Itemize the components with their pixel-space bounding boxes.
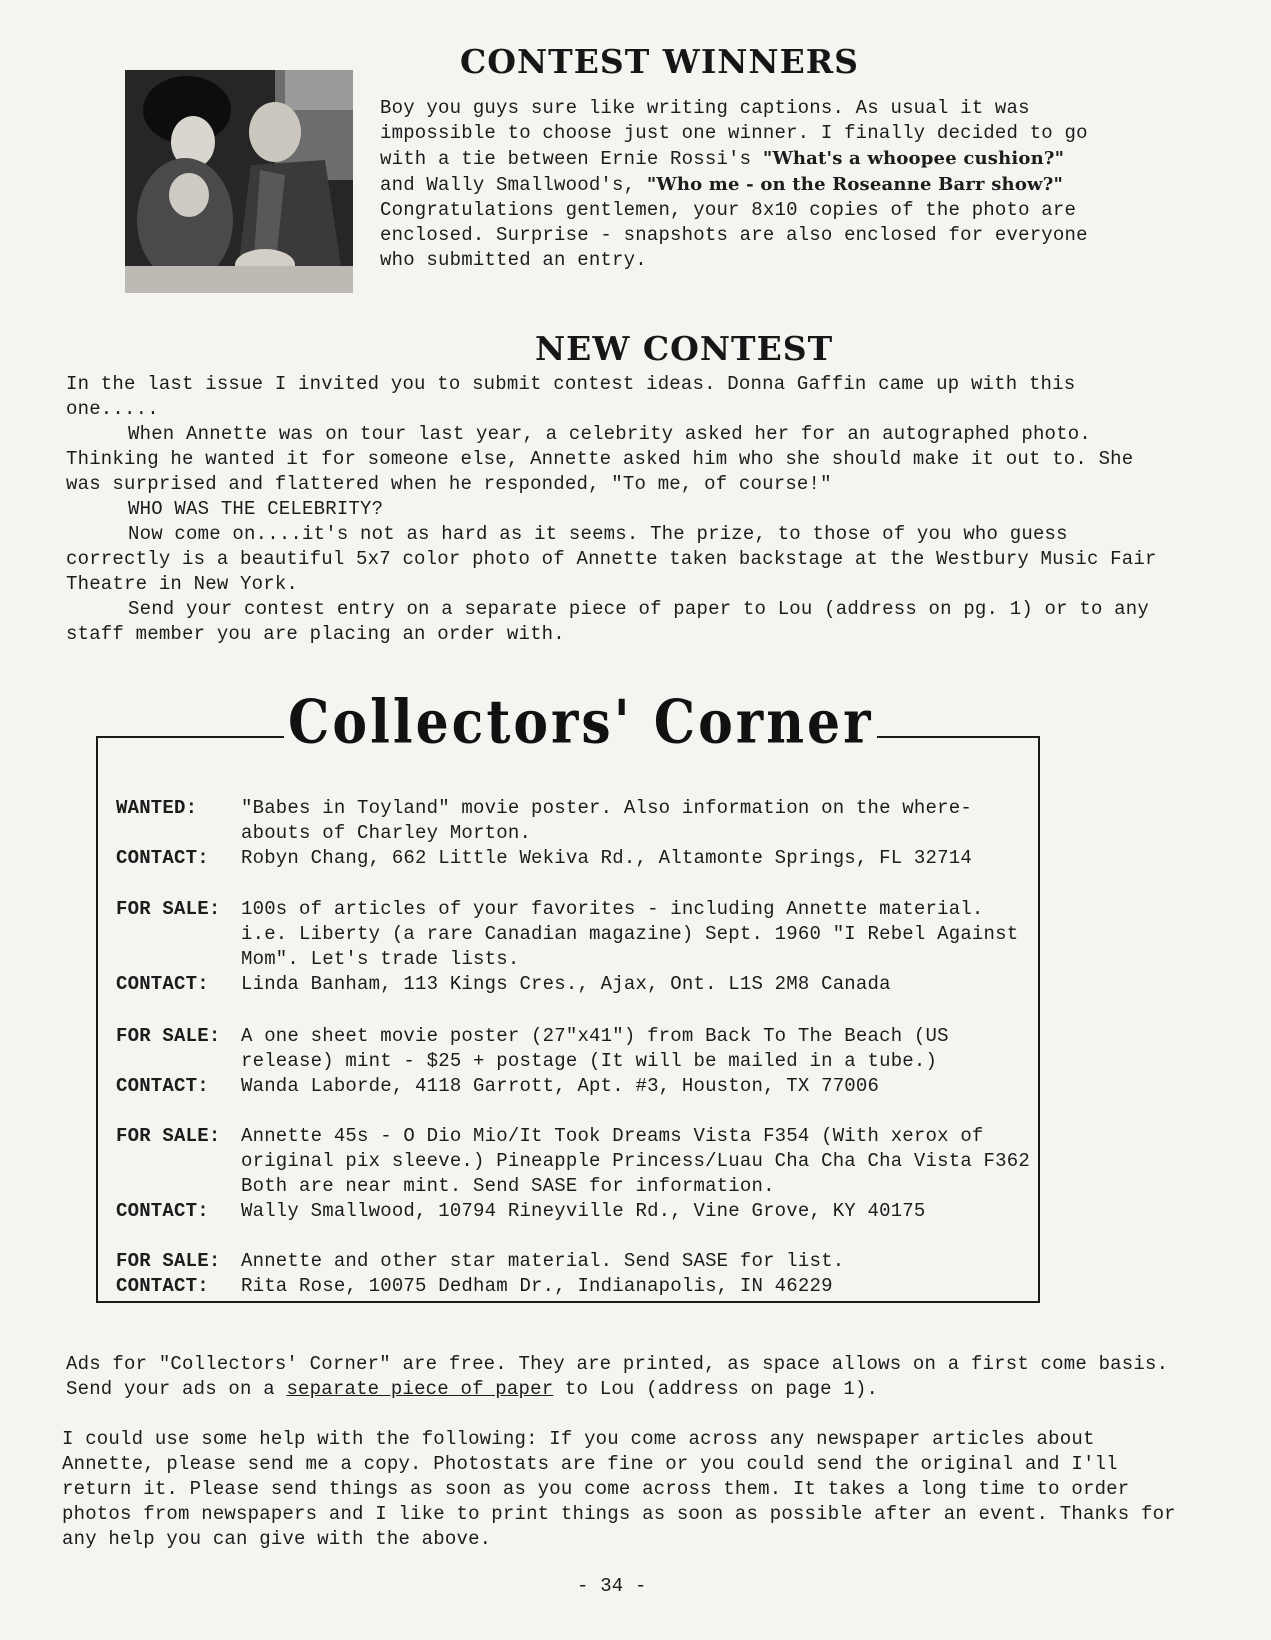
ad-entry bbox=[116, 897, 1036, 997]
ad-label: FOR SALE: bbox=[116, 1250, 221, 1272]
winner-quote-1: "What's a whoopee cushion?" bbox=[762, 148, 1065, 169]
ad-text: "Babes in Toyland" movie poster. Also information on the where-abouts of Charley Morton. bbox=[241, 797, 972, 844]
ad-contact-label: CONTACT: bbox=[116, 847, 209, 869]
ad-contact: Rita Rose, 10075 Dedham Dr., Indianapolis, IN 46229 bbox=[241, 1275, 833, 1297]
winners-congrats: Congratulations gentlemen, your 8x10 copies of the photo are enclosed. Surprise - snapshots are also enclosed for everyone who submitted an entry. bbox=[380, 199, 1088, 271]
new-contest-heading: NEW CONTEST bbox=[535, 329, 834, 368]
contest-winners-text bbox=[380, 96, 1110, 273]
new-contest-text bbox=[66, 372, 1176, 647]
ad-contact: Wally Smallwood, 10794 Rineyville Rd., Vine Grove, KY 40175 bbox=[241, 1200, 926, 1222]
ad-text: Annette 45s - O Dio Mio/It Took Dreams Vista F354 (With xerox of original pix sleeve.) Pineapple Princess/Luau Cha Cha Cha Vista F362 Both are near mint. Send SASE for information. bbox=[241, 1125, 1030, 1197]
ad-text: A one sheet movie poster (27"x41") from Back To The Beach (US release) mint - $25 + postage (It will be mailed in a tube.) bbox=[241, 1025, 949, 1072]
ads-note-text-end: to Lou (address on page 1). bbox=[564, 1378, 879, 1400]
collectors-corner-title: Collectors' Corner bbox=[284, 687, 877, 757]
ad-label: FOR SALE: bbox=[116, 1025, 221, 1047]
winner-quote-2: "Who me - on the Roseanne Barr show?" bbox=[646, 174, 1064, 195]
collectors-corner-note bbox=[66, 1352, 1186, 1402]
ad-contact-label: CONTACT: bbox=[116, 973, 209, 995]
ad-entry bbox=[116, 1124, 1036, 1224]
page-number: - 34 - bbox=[577, 1575, 647, 1597]
ad-text: 100s of articles of your favorites - including Annette material. i.e. Liberty (a rare Canadian magazine) Sept. 1960 "I Rebel Against Mom". Let's trade lists. bbox=[241, 898, 1019, 970]
ad-label: FOR SALE: bbox=[116, 1125, 221, 1147]
help-request-text: I could use some help with the following: If you come across any newspaper articles about Annette, please send me a copy. Photostats are fine or you could send the original and I'll return it. Please send things as soon as you come across them. It takes a long time to order photos from newspapers and I like to print things as soon as possible after an event. Thanks for any help you can give with the above. bbox=[62, 1428, 1176, 1550]
winners-and: and Wally Smallwood's, bbox=[380, 174, 636, 196]
contest-photo bbox=[125, 70, 353, 293]
contest-winners-heading: CONTEST WINNERS bbox=[460, 42, 859, 81]
ad-text: Annette and other star material. Send SASE for list. bbox=[241, 1250, 845, 1272]
ad-contact-label: CONTACT: bbox=[116, 1075, 209, 1097]
ad-contact: Wanda Laborde, 4118 Garrott, Apt. #3, Houston, TX 77006 bbox=[241, 1075, 880, 1097]
ads-note-underlined: separate piece of paper bbox=[286, 1378, 554, 1400]
new-contest-p5: Send your contest entry on a separate piece of paper to Lou (address on pg. 1) or to any staff member you are placing an order with. bbox=[66, 598, 1149, 645]
ad-contact-label: CONTACT: bbox=[116, 1275, 209, 1297]
new-contest-p1: In the last issue I invited you to submit contest ideas. Donna Gaffin came up with this one..... bbox=[66, 373, 1076, 420]
ad-entry bbox=[116, 796, 1036, 871]
photo-illustration bbox=[125, 70, 353, 293]
ad-entry bbox=[116, 1249, 1036, 1299]
ad-contact: Linda Banham, 113 Kings Cres., Ajax, Ont. L1S 2M8 Canada bbox=[241, 973, 891, 995]
ads-note-text: Ads for "Collectors' Corner" are free. They are printed, as space allows on a first come basis. Send your ads on a bbox=[66, 1353, 1169, 1400]
ad-contact-label: CONTACT: bbox=[116, 1200, 209, 1222]
winners-intro: Boy you guys sure like writing captions. As usual it was impossible to choose just one winner. I finally decided to go with a tie between Ernie Rossi's bbox=[380, 97, 1088, 170]
ad-entry bbox=[116, 1024, 1036, 1099]
ad-contact: Robyn Chang, 662 Little Wekiva Rd., Altamonte Springs, FL 32714 bbox=[241, 847, 972, 869]
new-contest-p4: Now come on....it's not as hard as it seems. The prize, to those of you who guess correctly is a beautiful 5x7 color photo of Annette taken backstage at the Westbury Music Fair Theatre in New York. bbox=[66, 523, 1157, 595]
new-contest-p2: When Annette was on tour last year, a celebrity asked her for an autographed photo. Thinking he wanted it for someone else, Annette asked him who she should make it out to. She was surprised and flattered when he responded, "To me, of course!" bbox=[66, 423, 1134, 495]
ad-label: FOR SALE: bbox=[116, 898, 221, 920]
new-contest-p3: WHO WAS THE CELEBRITY? bbox=[128, 498, 384, 520]
ad-label: WANTED: bbox=[116, 797, 198, 819]
